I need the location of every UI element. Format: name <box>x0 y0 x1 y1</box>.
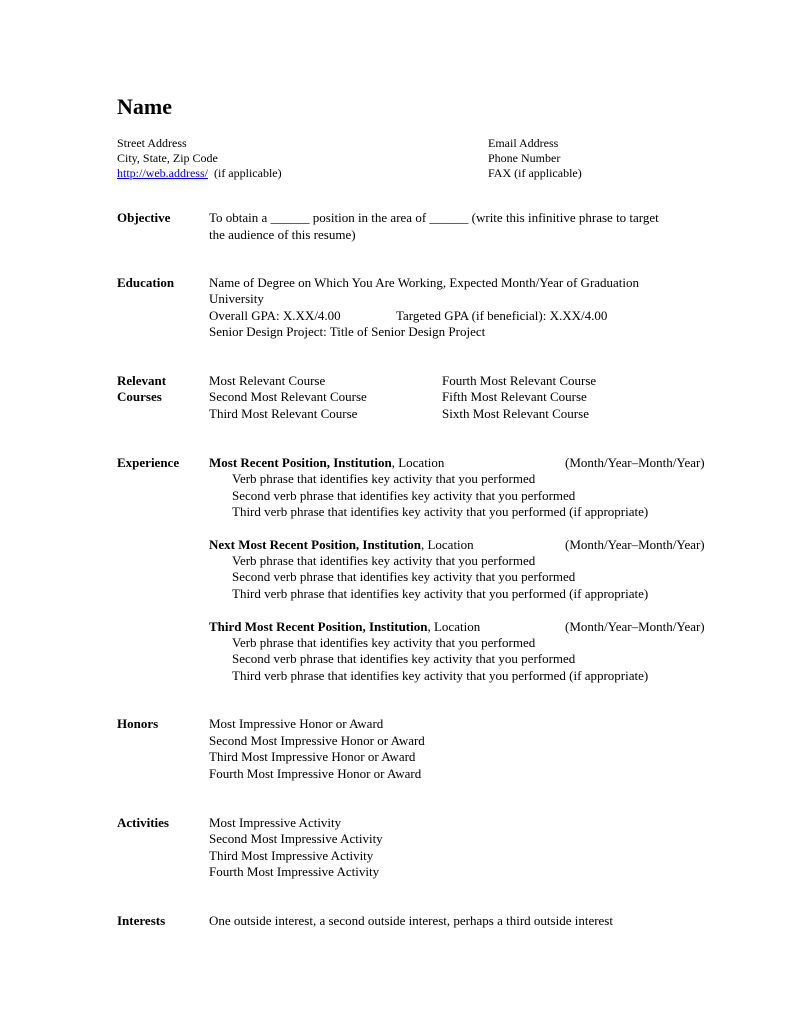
position-bullet: Verb phrase that identifies key activity that you performed <box>232 471 536 486</box>
course-item: Fourth Most Relevant Course <box>442 373 597 388</box>
email-address: Email Address <box>488 136 559 150</box>
education-project: Senior Design Project: Title of Senior Design Project <box>209 324 486 339</box>
position-bullet: Verb phrase that identifies key activity that you performed <box>232 553 536 568</box>
experience-heading: Experience <box>117 455 180 470</box>
objective-line-2: the audience of this resume) <box>209 227 356 242</box>
activity-item: Fourth Most Impressive Activity <box>209 864 380 879</box>
objective-heading: Objective <box>117 210 171 225</box>
course-item: Third Most Relevant Course <box>209 406 358 421</box>
education-degree: Name of Degree on Which You Are Working, Expected Month/Year of Graduation <box>209 275 640 290</box>
position-title-line <box>209 620 480 633</box>
fax-number: FAX (if applicable) <box>488 166 582 180</box>
position-bullet: Third verb phrase that identifies key activity that you performed (if appropriate) <box>232 668 649 683</box>
honor-item: Most Impressive Honor or Award <box>209 716 384 731</box>
phone-number: Phone Number <box>488 151 561 165</box>
position-dates: (Month/Year–Month/Year) <box>565 455 705 470</box>
objective-line-1: To obtain a ______ position in the area of ______ (write this infinitive phrase to target <box>209 210 659 225</box>
position-title: Most Recent Position, Institution <box>209 455 392 470</box>
interests-text: One outside interest, a second outside interest, perhaps a third outside interest <box>209 913 613 928</box>
city-state-zip: City, State, Zip Code <box>117 151 218 165</box>
education-heading: Education <box>117 275 175 290</box>
honor-item: Fourth Most Impressive Honor or Award <box>209 766 422 781</box>
honor-item: Second Most Impressive Honor or Award <box>209 733 425 748</box>
position-bullet: Verb phrase that identifies key activity that you performed <box>232 635 536 650</box>
activity-item: Third Most Impressive Activity <box>209 848 374 863</box>
position-bullet: Second verb phrase that identifies key activity that you performed <box>232 488 576 503</box>
position-title-line <box>209 456 444 469</box>
position-bullet: Second verb phrase that identifies key activity that you performed <box>232 569 576 584</box>
education-targeted-gpa: Targeted GPA (if beneficial): X.XX/4.00 <box>396 308 608 323</box>
position-bullet: Second verb phrase that identifies key activity that you performed <box>232 651 576 666</box>
honor-item: Third Most Impressive Honor or Award <box>209 749 416 764</box>
activity-item: Second Most Impressive Activity <box>209 831 383 846</box>
interests-heading: Interests <box>117 913 166 928</box>
position-dates: (Month/Year–Month/Year) <box>565 619 705 634</box>
web-address-note: (if applicable) <box>207 166 282 180</box>
position-title: Next Most Recent Position, Institution <box>209 537 421 552</box>
education-gpa: Overall GPA: X.XX/4.00 <box>209 308 341 323</box>
position-location: , Location <box>427 619 481 634</box>
course-item: Sixth Most Relevant Course <box>442 406 589 421</box>
web-address-link[interactable]: http://web.address/ <box>117 166 208 180</box>
position-title-line <box>209 538 474 551</box>
education-university: University <box>209 291 264 306</box>
position-location: , Location <box>391 455 445 470</box>
course-item: Fifth Most Relevant Course <box>442 389 587 404</box>
web-address-line <box>117 167 282 179</box>
activity-item: Most Impressive Activity <box>209 815 342 830</box>
courses-heading-line-2: Courses <box>117 389 162 404</box>
resume-name: Name <box>117 94 172 119</box>
activities-heading: Activities <box>117 815 169 830</box>
position-title: Third Most Recent Position, Institution <box>209 619 428 634</box>
course-item: Second Most Relevant Course <box>209 389 367 404</box>
honors-heading: Honors <box>117 716 159 731</box>
courses-heading-line-1: Relevant <box>117 373 167 388</box>
street-address: Street Address <box>117 136 187 150</box>
position-dates: (Month/Year–Month/Year) <box>565 537 705 552</box>
course-item: Most Relevant Course <box>209 373 326 388</box>
position-bullet: Third verb phrase that identifies key activity that you performed (if appropriate) <box>232 504 649 519</box>
position-location: , Location <box>420 537 474 552</box>
position-bullet: Third verb phrase that identifies key activity that you performed (if appropriate) <box>232 586 649 601</box>
